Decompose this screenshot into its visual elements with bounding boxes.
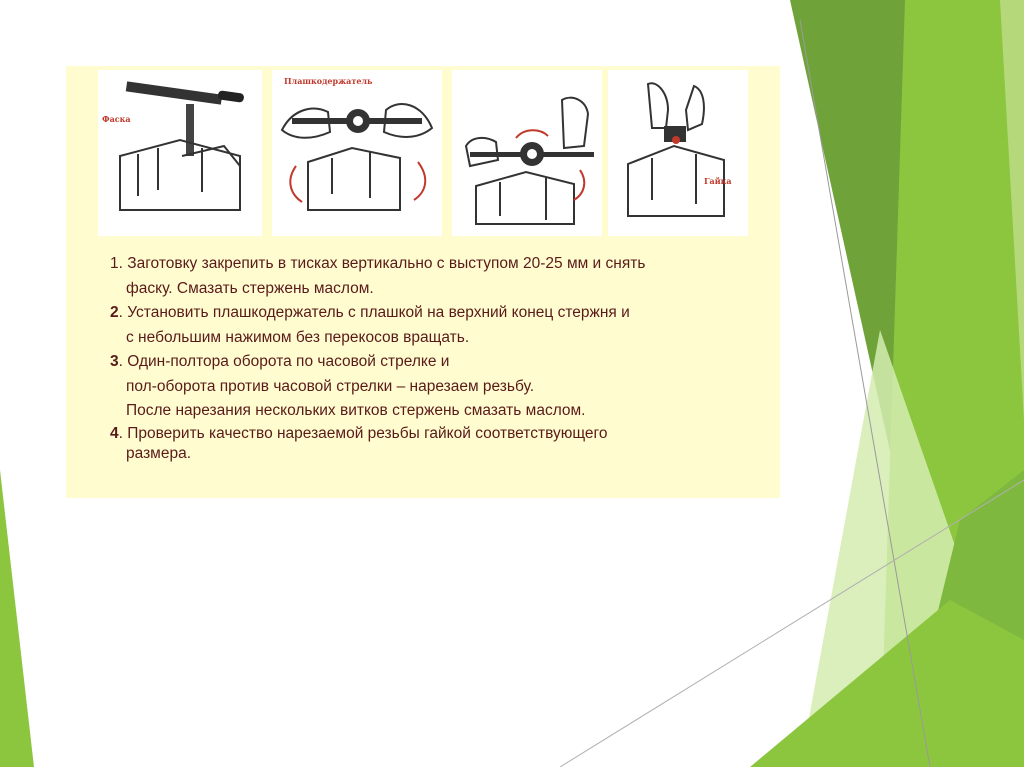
- step-4-line-2: размера.: [126, 444, 191, 462]
- step-2-line-1: [110, 301, 750, 326]
- step-2-text: . Установить плашкодержатель с плашкой на верхний конец стержня и: [118, 304, 630, 321]
- left-green-strip: [0, 470, 34, 767]
- step-3-line-1: [110, 350, 750, 375]
- figure-threading: [452, 70, 602, 236]
- step-1-number: 1.: [110, 255, 123, 272]
- instruction-panel: [66, 66, 780, 498]
- step-1-line-1: [110, 252, 750, 277]
- step-4-text: . Проверить качество нарезаемой резьбы гайкой соответствующего: [118, 424, 608, 442]
- step-4-number: 4: [110, 424, 119, 442]
- figure-label-chamfer: Фаска: [102, 114, 131, 124]
- step-2-number: 2: [110, 304, 119, 321]
- step-3-number: 3: [110, 353, 119, 370]
- step-3-line-2: пол-оборота против часовой стрелки – нарезаем резьбу.: [126, 377, 535, 395]
- step-3-line-3: После нарезания нескольких витков стержень смазать маслом.: [126, 402, 586, 419]
- instruction-steps: [110, 252, 750, 464]
- step-1-line-2: фаску. Смазать стержень маслом.: [126, 279, 374, 297]
- figure-nut-check: [608, 70, 748, 236]
- figure-chamfer: [98, 70, 262, 236]
- figure-label-nut: Гайка: [704, 176, 732, 186]
- step-4-line-1: [110, 424, 750, 444]
- step-2-line-2: с небольшим нажимом без перекосов вращать.: [126, 328, 470, 346]
- step-3-text: . Один-полтора оборота по часовой стрелке и: [118, 353, 450, 370]
- figure-die-holder: [272, 70, 442, 236]
- step-1-text: Заготовку закрепить в тисках вертикально с выступом 20-25 мм и снять: [127, 255, 646, 272]
- figure-label-die-holder: Плашкодержатель: [284, 76, 373, 86]
